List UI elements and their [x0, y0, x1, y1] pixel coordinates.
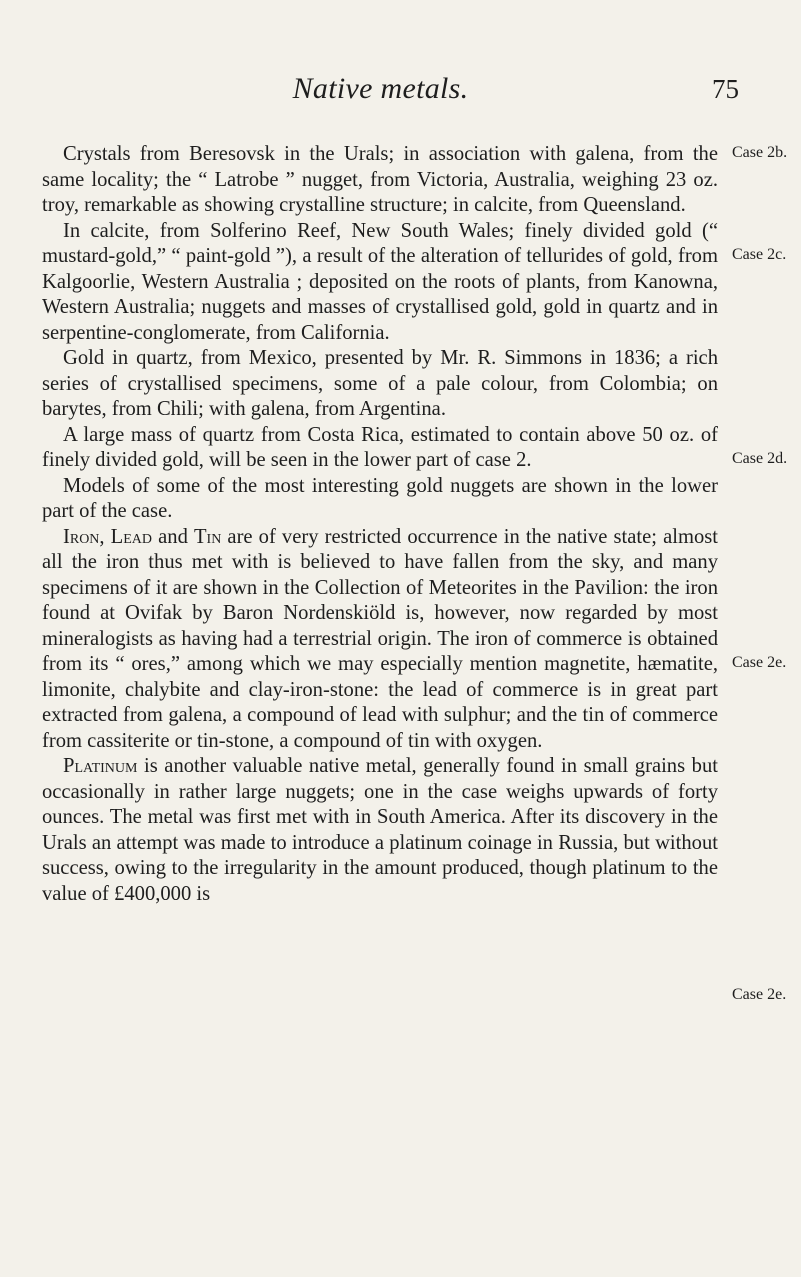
heading-iron: Iron — [63, 525, 100, 548]
margin-note-case-2e-second: Case 2e. — [732, 986, 787, 1003]
page-number: 75 — [712, 74, 739, 104]
paragraph-platinum — [42, 754, 718, 907]
paragraph-iron-lead-tin — [42, 525, 718, 755]
heading-tin: Tin — [193, 525, 222, 548]
paragraph-body: are of very restricted occurrence in the native state; almost all the iron thus met with is believed to have fallen from the sky, and many specimens of it are shown in the Collection of Meteorites in the Pavilion: the iron found at Ovifak by Baron Nordenskiöld is, however, now regarded by most mineralogists as having had a terrestrial origin. The iron of commerce is obtained from its “ ores,” among which we may especially mention magnetite, hæmatite, limonite, chalybite and clay-iron-stone: the lead of commerce is in great part extracted from galena, a compound of lead with sulphur; and the tin of commerce from cassiterite or tin-stone, a compound of tin with oxygen. — [42, 525, 718, 752]
heading-lead: Lead — [110, 525, 153, 548]
heading-platinum: Platinum — [63, 755, 138, 777]
page-header — [0, 72, 801, 112]
paragraph-gold-australia: In calcite, from Solferino Reef, New South Wales; finely divided gold (“ mustard-gold,” “ paint-gold ”), a result of the alteration of tellurides of gold, from Kalgoorlie, Western Australia ; deposited on the roots of plants, from Kanowna, Western Australia; nuggets and masses of crystallised gold, gold in quartz and in serpentine-conglomerate, from California. — [42, 219, 718, 344]
running-title: Native metals. — [292, 72, 469, 105]
separator-and: and — [152, 525, 194, 548]
margin-note-case-2c: Case 2c. — [732, 246, 787, 263]
margin-note-case-2b: Case 2b. — [732, 144, 788, 161]
margin-note-case-2e: Case 2e. — [732, 654, 787, 671]
margin-note-case-2d: Case 2d. — [732, 450, 788, 467]
body-text — [42, 142, 718, 907]
separator-comma: , — [99, 525, 111, 548]
paragraph-costa-rica: A large mass of quartz from Costa Rica, estimated to contain above 50 oz. of finely divided gold, will be seen in the lower part of case 2. — [42, 423, 718, 471]
paragraph-gold-americas: Gold in quartz, from Mexico, presented by Mr. R. Simmons in 1836; a rich series of crystallised specimens, some of a pale colour, from Colombia; on barytes, from Chili; with galena, from Argentina. — [42, 347, 718, 420]
paragraph-nugget-models: Models of some of the most interesting gold nuggets are shown in the lower part of the case. — [42, 474, 718, 522]
paragraph-gold-urals: Crystals from Beresovsk in the Urals; in association with galena, from the same locality; the “ Latrobe ” nugget, from Victoria, Australia, weighing 23 oz. troy, remarkable as showing crystalline structure; in calcite, from Queensland. — [42, 143, 718, 216]
paragraph-body: is another valuable native metal, generally found in small grains but occasionally in rather large nuggets; one in the case weighs upwards of forty ounces. The metal was first met with in South America. After its discovery in the Urals an attempt was made to introduce a platinum coinage in Russia, but without success, owing to the irregularity in the amount produced, though platinum to the value of £400,000 is — [42, 755, 718, 905]
